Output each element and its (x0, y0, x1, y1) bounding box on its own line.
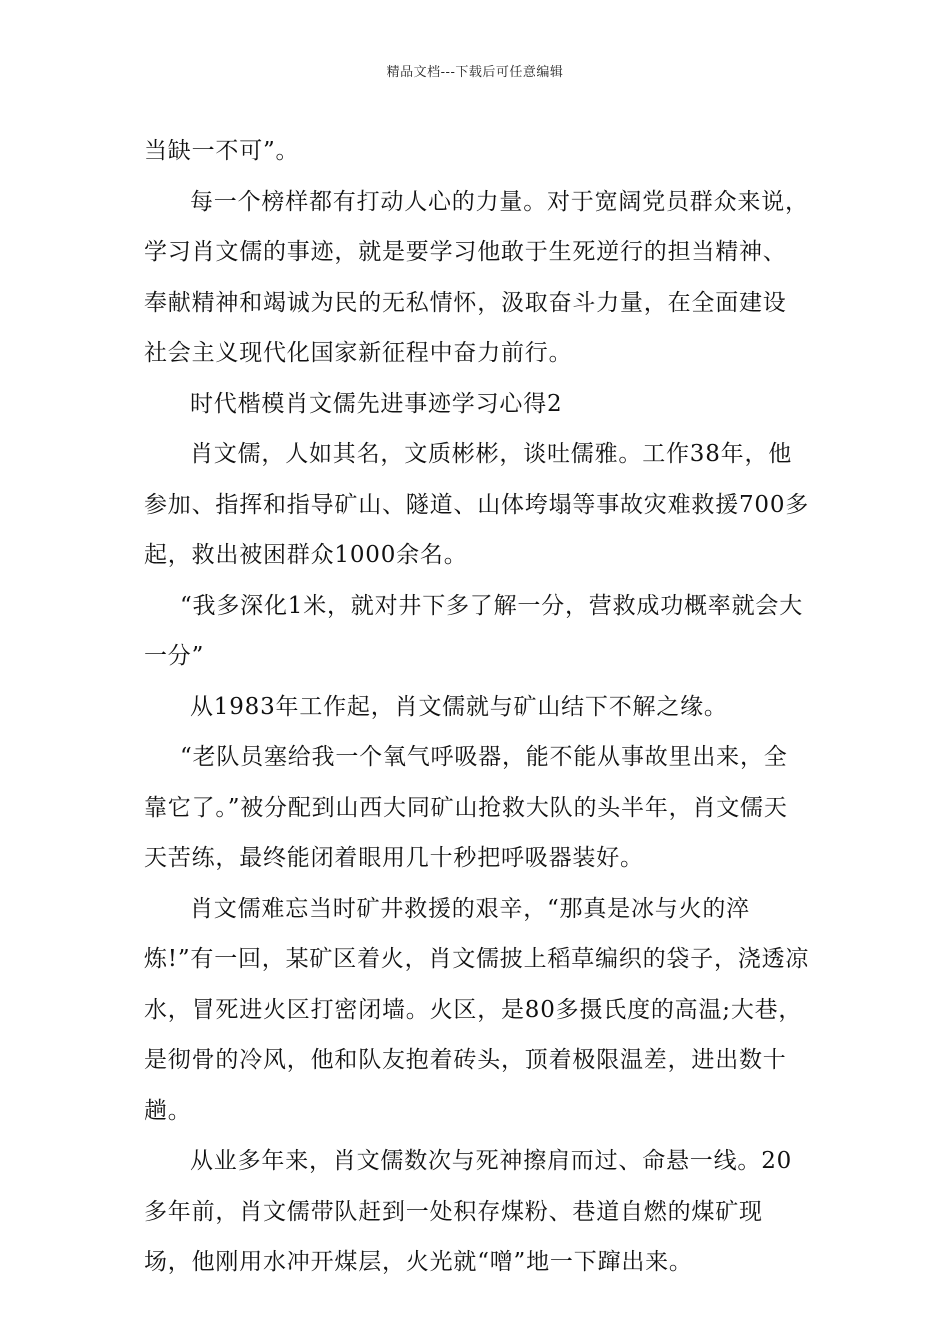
paragraph-quote-breathing-apparatus: “老队员塞给我一个氧气呼吸器，能不能从事故里出来，全靠它了。”被分配到山西大同矿山抢救大队的头半年，肖文儒天天苦练，最终能闭着眼用几十秒把呼吸器装好。 (144, 744, 788, 871)
paragraph-continuation: 当缺一不可”。 (144, 138, 300, 164)
paragraph-introduction: 肖文儒，人如其名，文质彬彬，谈吐儒雅。工作38年，他参加、指挥和指导矿山、隧道、山体垮塌等事故灾难救援700多起，救出被困群众1000余名。 (144, 441, 810, 568)
paragraph-ice-and-fire: 肖文儒难忘当时矿井救援的艰辛，“那真是冰与火的淬炼!”有一回，某矿区着火，肖文儒披上稻草编织的袋子，浇透凉水，冒死进火区打密闭墙。火区，是80多摄氏度的高温;大巷，是彻骨的冷风，他和队友抱着砖头，顶着极限温差，进出数十趟。 (144, 895, 810, 1124)
paragraph-quote-deepen: “我多深化1米，就对井下多了解一分，营救成功概率就会大一分” (144, 592, 803, 669)
paragraph-start-work: 从1983年工作起，肖文儒就与矿山结下不解之缘。 (190, 693, 728, 720)
page-header: 精品文档---下载后可任意编辑 (386, 65, 564, 80)
paragraph-near-death: 从业多年来，肖文儒数次与死神擦肩而过、命悬一线。20多年前，肖文儒带队赶到一处积存煤粉、巷道自燃的煤矿现场，他刚用水冲开煤层，火光就“噌”地一下蹿出来。 (144, 1148, 793, 1275)
document-body (144, 126, 810, 1288)
section-title: 时代楷模肖文儒先进事迹学习心得2 (190, 390, 563, 417)
paragraph-role-model: 每一个榜样都有打动人心的力量。对于宽阔党员群众来说，学习肖文儒的事迹，就是要学习他敢于生死逆行的担当精神、奉献精神和竭诚为民的无私情怀，汲取奋斗力量，在全面建设社会主义现代化国家新征程中奋力前行。 (144, 188, 809, 366)
